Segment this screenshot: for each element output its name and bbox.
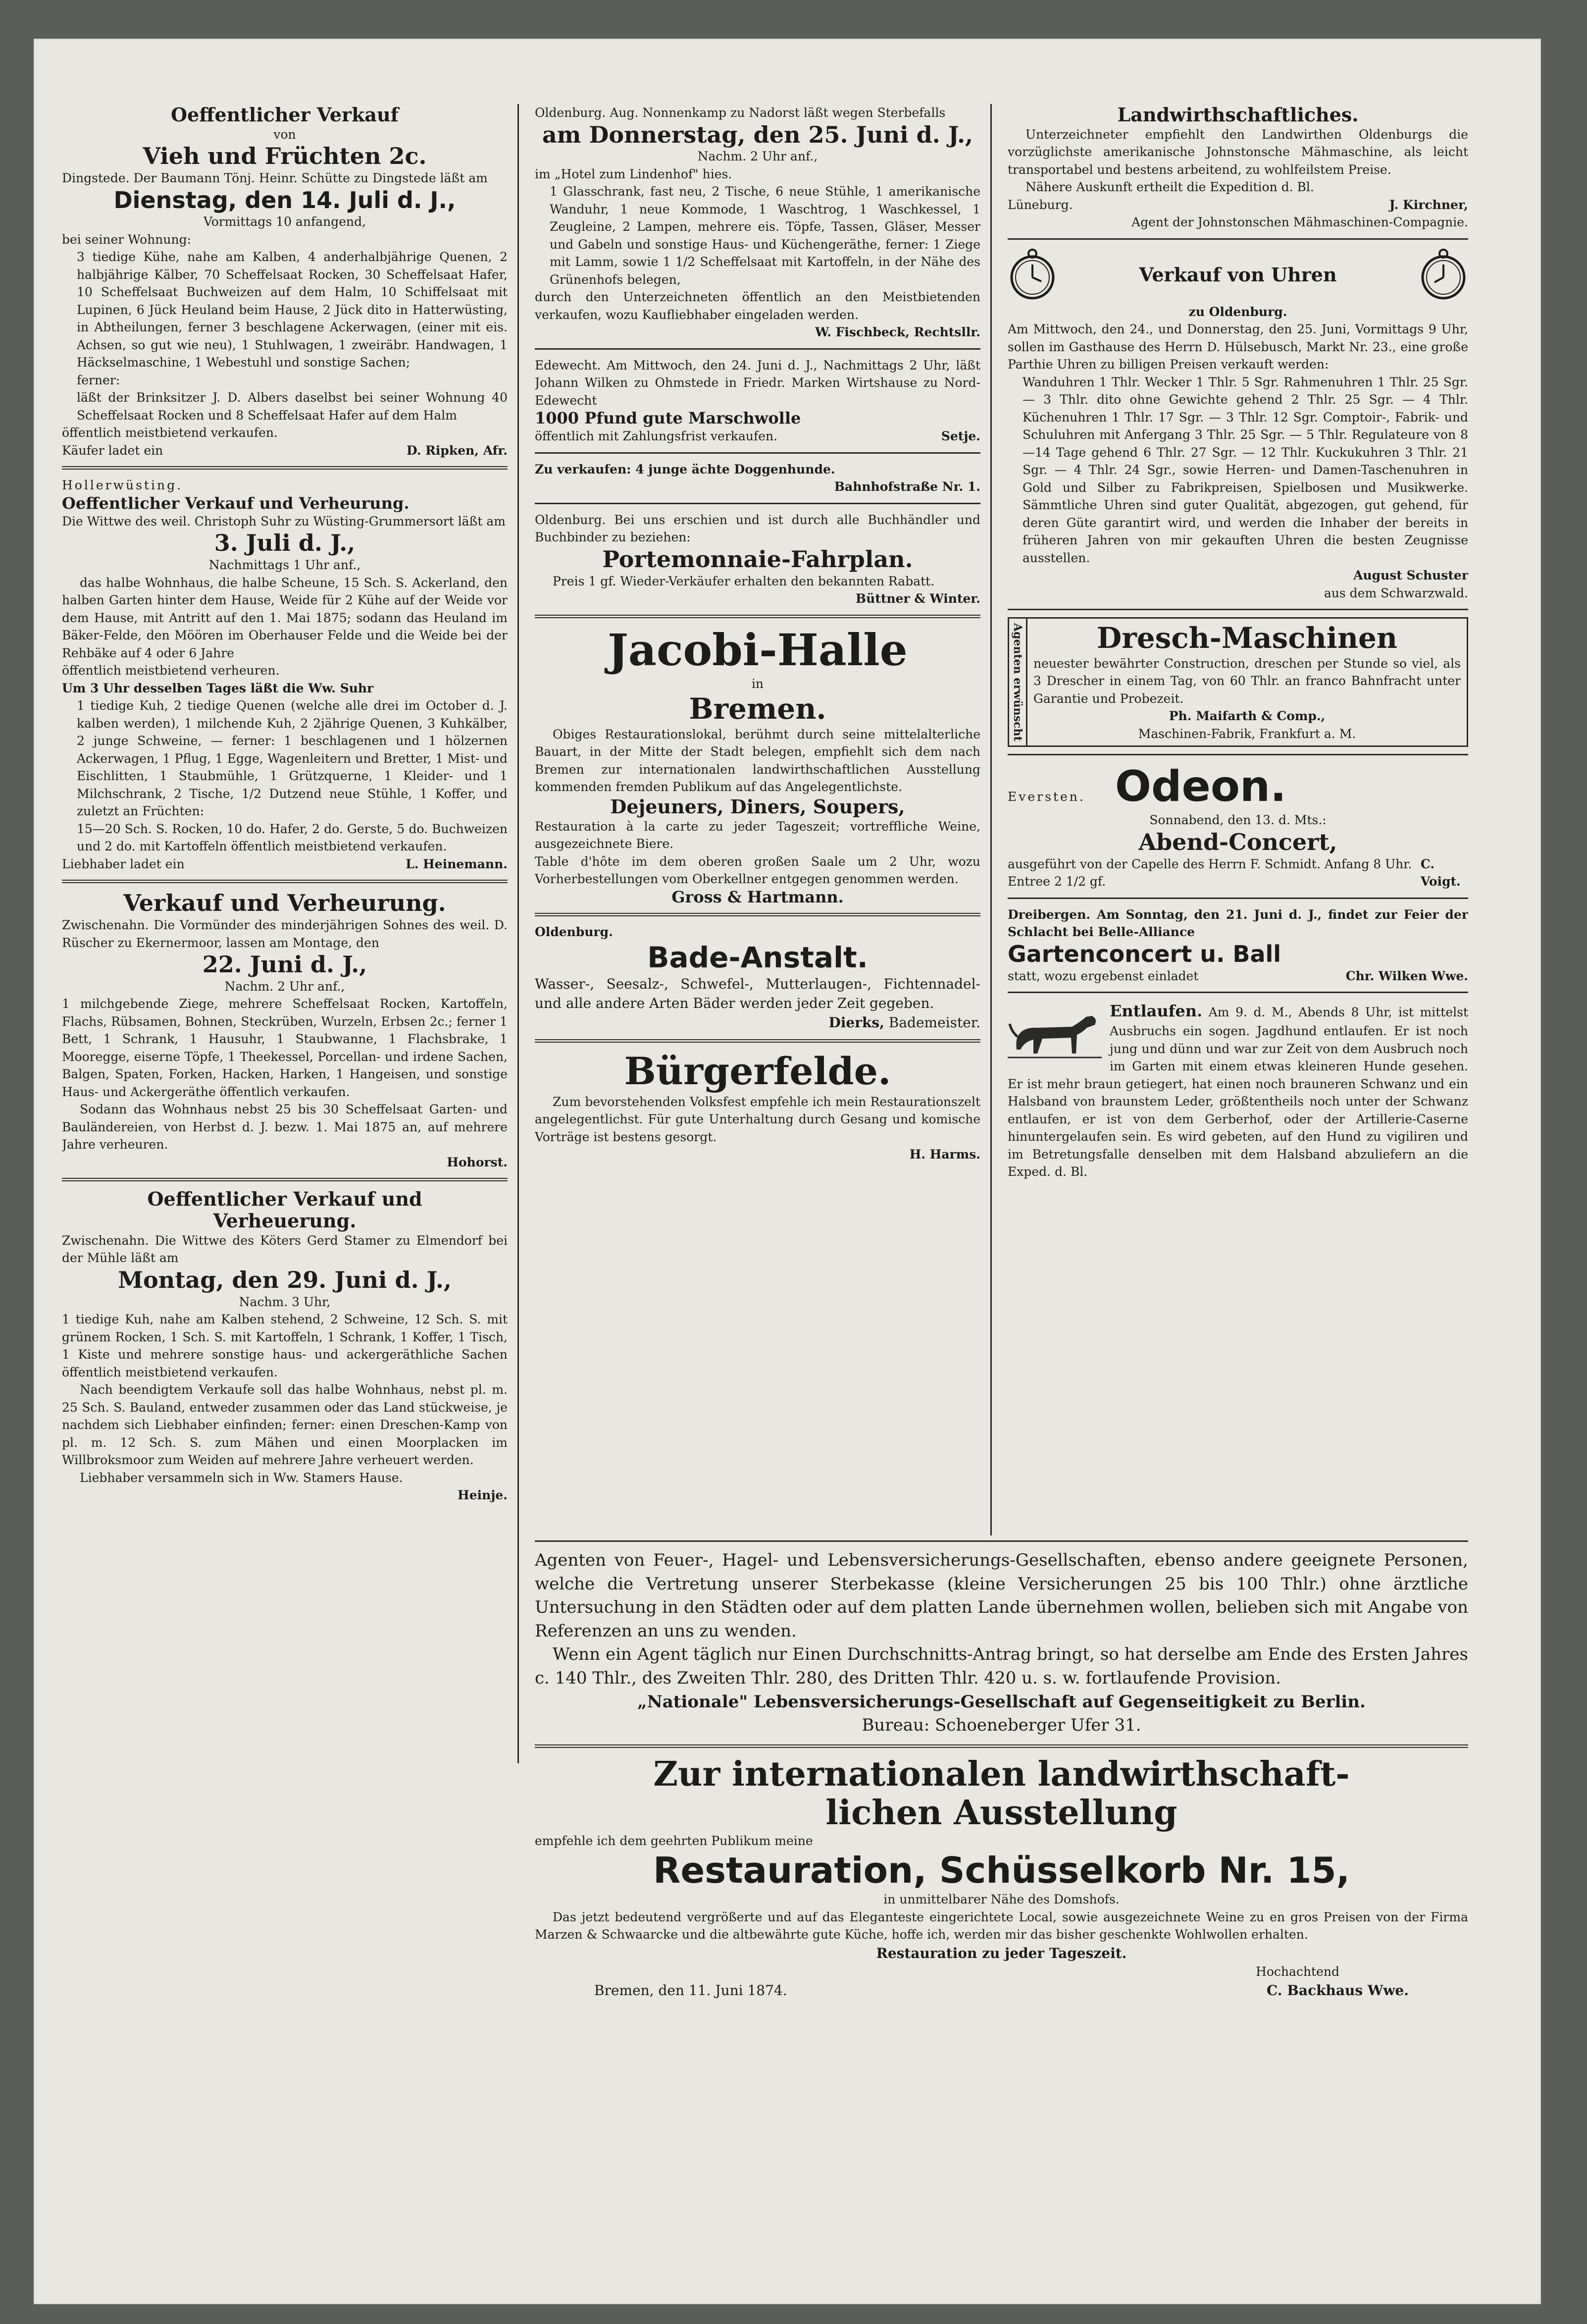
ad-buergerfelde (535, 1050, 980, 1163)
ad-odeon (1008, 762, 1468, 890)
ad-text: von (273, 127, 296, 142)
divider (1008, 754, 1468, 755)
ad-sign-name: Dierks, (828, 1014, 884, 1031)
ad-header (1008, 247, 1468, 303)
ad-title: Bürgerfelde. (624, 1049, 891, 1094)
ad-signature (535, 427, 980, 445)
ad-text: Bahnhofstraße Nr. 1. (834, 479, 980, 494)
ad-nonnenkamp (535, 104, 980, 341)
ad-text: 1 tiedige Kuh, nahe am Kalben stehend, 2 Schweine, 12 Sch. S. mit grünem Rocken, 1 Sch. S. mit Kartoffeln, 1 Schrank, 1 Koffer, 1 Tisch, 1 Kiste und mehrere sonstige haus- und ackergeräthliche Sachen öffentlich meistbietend verkaufen. (62, 1312, 508, 1379)
ad-sign-right: D. Ripken, Afr. (406, 443, 508, 458)
ad-signature: Heinje. (458, 1488, 508, 1503)
ad-text: Wanduhren 1 Thlr. Wecker 1 Thlr. 5 Sgr. Rahmenuhren 1 Thlr. 25 Sgr. — 3 Thlr. dito ohne Gewichte gehend 2 Thlr. 25 Sgr. — 4 Thlr. Küchenuhren 1 Thlr. 17 Sgr. — 3 Thlr. 12 Sgr. Comptoir-, Fabrik- und Schuluhren mit Anfergang 3 Thlr. 25 Sgr. — 5 Thlr. Regulateure von 8—14 Tage gehend 6 Thlr. 27 Sgr. — 12 Thlr. Kuckukuhren 3 Thlr. 21 Sgr. — 4 Thlr. 24 Sgr., sowie Herren- und Damen-Taschenuhren in Gold und Silber zu Fabrikpreisen, Spielbosen und Musikwerke. Sämmtliche Uhren sind guter Qualität, abgezogen, gut gehend, für deren Güte garantirt wird, und werden die Inhaber der bereits in früheren Jahren von mir gekauften Uhren die besten Zeugnisse ausstellen. (1023, 374, 1468, 565)
ad-subtitle: Dejeuners, Diners, Soupers, (610, 795, 905, 818)
ad-text: Zwischenahn. Die Wittwe des Köters Gerd Stamer zu Elmendorf bei der Mühle läßt am (62, 1233, 508, 1266)
ad-text: Nachmittags 1 Uhr anf., (208, 558, 361, 573)
ad-text: läßt der Brinksitzer J. D. Albers daselbst bei seiner Wohnung 40 Scheffelsaat Rocken und 8 Scheffelsaat Hafer auf dem Halm (77, 390, 508, 423)
ad-sign: C. Backhaus Wwe. (1266, 1982, 1409, 1999)
ad-date: Sonnabend, den 13. d. Mts.: (1149, 813, 1327, 828)
ad-title: Oeffentlicher Verkauf und (147, 1188, 422, 1211)
ad-body (1027, 619, 1467, 745)
ad-text: Nachm. 2 Uhr anf., (224, 979, 345, 994)
ad-title: Oeffentlicher Verkauf und Verheurung. (62, 493, 410, 513)
newspaper-page (35, 40, 1540, 2303)
ad-signature (535, 1013, 980, 1032)
ad-marschwolle (535, 357, 980, 445)
ad-text: Obiges Restaurationslokal, berühmt durch seine mittelalterliche Bauart, in der Mitte der Stadt belegen, empfiehlt sich dem nach Bremen zur internationalen landwirthschaftlichen Ausstellung kommenden fremden Publikum auf das Angelegentlichste. (535, 727, 980, 794)
ad-title: Zur internationalen landwirthschaft- (653, 1754, 1350, 1794)
column-rule-left-lower (517, 1535, 519, 1763)
ad-side-label: Agenten erwünscht (1009, 619, 1027, 745)
ad-text: Zum bevorstehenden Volksfest empfehle ich mein Restaurationszelt angelegentlichst. Für gute Unterhaltung durch Gesang und komische Vorträge ist bestens gesorgt. (535, 1094, 980, 1144)
ad-signature: H. Harms. (909, 1147, 980, 1162)
divider (535, 1744, 1468, 1748)
ad-text: Edewecht. Am Mittwoch, den 24. Juni d. J., Nachmittags 2 Uhr, läßt Johann Wilken zu Ohmstede in Friedr. Marken Wirtshause zu Nord-Edewecht (535, 358, 980, 408)
ad-text: 1 Glasschrank, fast neu, 2 Tische, 6 neue Stühle, 1 amerikanische Wanduhr, 1 neue Kommode, 1 Waschtrog, 1 Waschkessel, 1 Zeugleine, 2 Lampen, mehrere eis. Töpfe, Tassen, Gläser, Messer und Gabeln und sonstige Haus- und Küchengeräthe, ferner: 1 Ziege mit Lamm, sowie 1 1/2 Scheffelsaat mit Kartoffeln, in der Nähe des Grünenhofs belegen, (550, 184, 980, 287)
hunting-dog-icon (1008, 1002, 1102, 1061)
ad-title: lichen Ausstellung (825, 1793, 1177, 1833)
ad-text: Vormittags 10 anfangend, (203, 214, 366, 229)
ad-signature: Ph. Maifarth & Comp., (1169, 709, 1326, 724)
ad-text: 1 milchgebende Ziege, mehrere Scheffelsaat Rocken, Kartoffeln, Flachs, Rübsamen, Bohnen, Steckrüben, Wurzeln, Erbsen 2c.; ferner 1 Bett, 1 Schrank, 1 Hausuhr, 1 Staubwanne, 1 Flachsbrake, 1 Mooregge, eiserne Töpfe, 1 Theekessel, Porcellan- und irdene Sachen, Balgen, Spaten, Forken, Hacken, Harken, 1 Hangeisen, und sonstige Haus- und Ackergeräthe öffentlich verkaufen. (62, 997, 508, 1099)
pocket-watch-icon (1008, 247, 1057, 303)
ad-sign-role: Agent der Johnstonschen Mähmaschinen-Compagnie. (1131, 215, 1468, 230)
ad-uhren (1008, 247, 1468, 602)
ad-signature (1008, 855, 1468, 891)
ad-dresch-maschinen (1008, 617, 1468, 747)
ad-text: empfehle ich dem geehrten Publikum meine (535, 1834, 813, 1849)
ad-sign-left: Liebhaber ladet ein (62, 856, 185, 871)
ad-title: 1000 Pfund gute Marschwolle (535, 409, 801, 428)
ad-text: in unmittelbarer Nähe des Domshofs. (883, 1892, 1120, 1907)
ad-text: Unterzeichneter empfiehlt den Landwirthen Oldenburgs die vorzüglichste amerikanische Johnstonsche Mähmaschine, als leicht transportabel und bestens arbeitend, zu wohlfeilstem Preise. (1008, 127, 1468, 177)
ad-text: Zwischenahn. Die Vormünder des minderjährigen Sohnes des weil. D. Rüscher zu Ekernermoor, lassen am Montage, den (62, 918, 508, 950)
ad-text: ferner: (77, 372, 120, 387)
ad-signature: W. Fischbeck, Rechtsllr. (815, 325, 980, 340)
ad-title: Vieh und Früchten 2c. (143, 143, 427, 170)
ad-text: Sodann das Wohnhaus nebst 25 bis 30 Scheffelsaat Garten- und Bauländereien, von Herbst d. J. bezw. 1. Mai 1875 an, auf mehrere Jahre verheuren. (62, 1102, 508, 1152)
ad-text: öffentlich mit Zahlungsfrist verkaufen. (535, 429, 778, 444)
ad-title: Portemonnaie-Fahrplan. (602, 545, 913, 573)
ad-text: öffentlich meistbietend verheuren. (62, 663, 280, 678)
ad-text: Nach beendigtem Verkaufe soll das halbe Wohnhaus, nebst pl. m. 25 Sch. S. Bauland, entweder zusammen oder das Land stückweise, je nachdem sich Liebhaber einfinden; ferner: einen Dreschen-Kamp von pl. m. 12 Sch. S. zum Mähen und einen Moorplacken im Willbroksmoor zum Weiden auf mehrere Jahre verheuert werden. (62, 1382, 508, 1468)
ad-date: Dienstag, den 14. Juli d. J., (113, 186, 456, 213)
divider (62, 1178, 508, 1181)
ad-signature (1008, 967, 1468, 985)
ad-text: Dingstede. Der Baumann Tönj. Heinr. Schütte zu Dingstede läßt am (62, 171, 488, 186)
ad-signature (535, 1981, 1468, 2000)
ad-doggenhunde (535, 461, 980, 496)
divider (1008, 992, 1468, 993)
divider (535, 452, 980, 454)
ad-title: Dresch-Maschinen (1096, 621, 1398, 655)
divider (535, 913, 980, 916)
divider (1008, 609, 1468, 610)
column-2 (535, 104, 980, 1570)
ad-text: Wasser-, Seesalz-, Schwefel-, Mutterlaugen-, Fichtennadel- und alle andere Arten Bäder werden jeder Zeit gegeben. (535, 975, 980, 1011)
ad-text: ausgeführt von der Capelle des Herrn F. Schmidt. Anfang 8 Uhr. Entree 2 1/2 gf. (1008, 856, 1412, 889)
column-1 (62, 104, 508, 1763)
ad-fahrplan (535, 511, 980, 608)
ad-text: Liebhaber versammeln sich in Ww. Stamers Hause. (80, 1470, 403, 1485)
ad-place: Lüneburg. (1008, 197, 1073, 212)
ad-subtitle: zu Oldenburg. (1188, 304, 1287, 319)
ad-text: neuester bewährter Construction, dreschen per Stunde so viel, als 3 Drescher in einem Tag, von 60 Thlr. an franco Bahnfracht unter Garantie und Probezeit. (1033, 656, 1461, 706)
ad-text: bei seiner Wohnung: (62, 232, 192, 247)
ad-text: Table d'hôte im dem oberen großen Saale um 2 Uhr, wozu Vorherbestellungen vom Oberkellner entgegen genommen werden. (535, 854, 980, 887)
ad-nationale (535, 1549, 1468, 1738)
ad-text: Nähere Auskunft ertheilt die Expedition d. Bl. (1025, 180, 1314, 195)
divider (62, 880, 508, 883)
ad-text: in (751, 676, 764, 691)
ad-place: Hollerwüsting. (62, 478, 183, 493)
ad-text: 15—20 Sch. S. Rocken, 10 do. Hafer, 2 do. Gerste, 5 do. Buchweizen und 2 do. mit Kartoffeln öffentlich meistbietend verkaufen. (77, 821, 508, 854)
ad-signature: Büttner & Winter. (856, 591, 980, 606)
ad-signature: Maschinen-Fabrik, Frankfurt a. M. (1138, 726, 1356, 741)
ad-text: Restauration à la carte zu jeder Tageszeit; vortreffliche Weine, ausgezeichnete Biere. (535, 819, 980, 851)
ad-title: Zu verkaufen: 4 junge ächte Doggenhunde. (535, 462, 835, 476)
ad-signature (62, 442, 508, 460)
ad-subtitle: Abend-Concert, (1138, 828, 1337, 855)
ad-sign-name: J. Kirchner, (1389, 197, 1468, 212)
ad-sign-role: Bademeister. (888, 1014, 980, 1031)
ad-header (1008, 762, 1468, 811)
ad-text: Nachm. 3 Uhr, (239, 1294, 331, 1309)
ad-signature (1008, 196, 1468, 214)
ad-text: Wenn ein Agent täglich nur Einen Durchschnitts-Antrag bringt, so hat derselbe am Ende des Ersten Jahres c. 140 Thlr., des Zweiten Thlr. 280, des Dritten Thlr. 420 u. s. w. fortlaufende Provision. (535, 1644, 1468, 1688)
ad-sign-name: August Schuster (1353, 568, 1468, 583)
ad-sign-left: Käufer ladet ein (62, 443, 163, 458)
ad-text: 1 tiedige Kuh, 2 tiedige Quenen (welche alle drei im October d. J. kalben werden), 1 milchende Kuh, 2 2jährige Quenen, 3 Kuhkälber, 2 junge Schweine, — ferner: 1 beschlagenen und 1 hölzernen Ackerwagen, 1 Pflug, 1 Egge, Wagenleitern und Bretter, 1 Mist- und Eischlitten, 1 Staubmühle, 1 Grützquerne, 1 Kleider- und 1 Milchschrank, 2 Tische, 1/2 Dutzend neue Stühle, 1 Koffer, und zuletzt an Früchten: (77, 698, 508, 819)
ad-text: Hochachtend (1256, 1964, 1339, 1979)
ad-text: 3 tiedige Kühe, nahe am Kalben, 4 anderhalbjährige Quenen, 2 halbjährige Kälber, 70 Scheffelsaat Rocken, 30 Scheffelsaat Hafer, 10 Scheffelsaat Buchweizen auf dem Halm, 10 Schiffelsaat mit Lupinen, 6 Jück Heuland beim Hause, 2 Jück dito in Hatterwüsting, in Abtheilungen, ferner 3 beschlagene Ackerwagen, (einer mit eis. Achsen, so gut wie neu), 1 Stuhlwagen, 1 zweiräbr. Handwagen, 1 Häckselmaschine, 1 Webestuhl und sonstige Sachen; (77, 250, 508, 370)
ad-text: Bureau: Schoeneberger Ufer 31. (862, 1715, 1141, 1736)
ad-hollerwuesting (62, 476, 508, 873)
ad-dreibergen (1008, 906, 1468, 985)
ad-body: Am 9. d. M., Abends 8 Uhr, ist mittelst Ausbruchs ein sogen. Jagdhund entlaufen. Er ist noch jung und dünn und war zur Zeit von dem Ausbruch noch im Garten mit einem etwas kleineren Hunde gesehen. Er ist mehr braun getiegert, hat einen noch brauneren Schwanz und ein Halsband von braunstem Leder, größtentheils noch unter der Schwanz entlaufen, er ist von dem Gerberhof, oder der Artillerie-Caserne hinuntergelaufen sein. Es wird gebeten, auf den Hund zu vigiliren und im Betretungsfalle denselben mit dem Halsband abzuliefern an die Exped. d. Bl. (1008, 1005, 1468, 1179)
ad-text: Nachm. 2 Uhr anf., (697, 149, 818, 164)
ad-subtitle: Um 3 Uhr desselben Tages läßt die Ww. Suhr (62, 681, 374, 695)
ad-title: Bade-Anstalt. (647, 940, 868, 974)
ad-text: durch den Unterzeichneten öffentlich an den Meistbietenden verkaufen, wozu Kaufliebhaber eingeladen werden. (535, 290, 980, 322)
ad-sign: C. Voigt. (1420, 856, 1461, 889)
divider (62, 466, 508, 470)
ad-text: das halbe Wohnhaus, die halbe Scheune, 15 Sch. S. Ackerland, den halben Garten hinter dem Hause, Weide für 2 Kühe auf der Weide vor dem Hause, mit Antritt auf den 1. Mai 1875; sodann das Heuland im Bäker-Felde, den Möören im Oberhauser Felde und die Weide bei der Rehbäke auf 4 oder 6 Jahre (62, 575, 508, 660)
ad-signature (62, 855, 508, 873)
ad-text: Das jetzt bedeutend vergrößerte und auf das Eleganteste eingerichtete Local, sowie ausgezeichnete Weine zu en gros Preisen von der Firma Marzen & Schwaarcke und die altbewährte gute Küche, hoffe ich, werden mir das bisher geschenkte Wohlwollen erhalten. (535, 1909, 1468, 1942)
ad-text: statt, wozu ergebenst einladet (1008, 968, 1199, 983)
ad-title: Gartenconcert u. Ball (1008, 940, 1281, 967)
ad-text: Restauration zu jeder Tageszeit. (876, 1945, 1127, 1961)
ad-jacobi-halle (535, 625, 980, 906)
ad-signature: Hohorst. (447, 1155, 508, 1169)
ad-date: am Donnerstag, den 25. Juni d. J., (542, 121, 973, 148)
ad-date: 3. Juli d. J., (214, 529, 356, 557)
ad-text: Dreibergen. Am Sonntag, den 21. Juni d. J., findet zur Feier der Schlacht bei Belle-Alliance (1008, 907, 1468, 940)
ad-text: Oldenburg. Aug. Nonnenkamp zu Nadorst läßt wegen Sterbefalls (535, 106, 946, 120)
ad-sign: Setje. (941, 429, 980, 444)
ad-signature: Gross & Hartmann. (671, 887, 844, 906)
ad-title: Verheuerung. (213, 1210, 357, 1232)
ad-text: Die Wittwe des weil. Christoph Suhr zu Wüsting-Grummersort läßt am (62, 514, 506, 528)
ad-bade-anstalt (535, 923, 980, 1032)
divider (1008, 238, 1468, 240)
ad-title: Jacobi-Halle (608, 624, 908, 676)
divider (535, 615, 980, 618)
ad-subtitle: Restauration, Schüsselkorb Nr. 15, (653, 1849, 1350, 1891)
ad-date: 22. Juni d. J., (202, 951, 367, 978)
ad-text: „Nationale" Lebensversicherungs-Gesellschaft auf Gegenseitigkeit zu Berlin. (637, 1691, 1366, 1712)
ad-text: Oldenburg. Bei uns erschien und ist durch alle Buchhändler und Buchbinder zu beziehen: (535, 512, 980, 545)
ad-landwirthschaftliches (1008, 104, 1468, 231)
ad-schuesselkorb (535, 1755, 1468, 2000)
ad-text: Agenten von Feuer-, Hagel- und Lebensversicherungs-Gesellschaften, ebenso andere geeignete Personen, welche die Vertretung unserer Sterbekasse (kleine Versicherungen 25 bis 100 Thlr.) ohne ärztliche Untersuchung in den Städten oder auf dem platten Lande übernehmen wollen, belieben sich mit Angabe von Referenzen an uns zu wenden. (535, 1550, 1468, 1641)
ad-sign: Chr. Wilken Wwe. (1345, 968, 1468, 983)
column-rule-right (990, 104, 992, 1535)
ad-text: im „Hotel zum Lindenhof" hies. (535, 166, 732, 181)
ad-title: Entlaufen. (1110, 1002, 1203, 1021)
ad-sign-right: L. Heinemann. (406, 856, 508, 871)
ad-title: Landwirthschaftliches. (1117, 104, 1359, 126)
bottom-section (535, 1540, 1468, 2000)
ad-title: Verkauf von Uhren (1139, 263, 1337, 286)
divider (1008, 898, 1468, 899)
divider (535, 1540, 1468, 1542)
ad-entlaufen (1008, 1000, 1468, 1181)
ad-place: Oldenburg. (535, 925, 613, 940)
ad-text: Preis 1 gf. Wieder-Verkäufer erhalten den bekannten Rabatt. (553, 574, 935, 588)
ad-text: öffentlich meistbietend verkaufen. (62, 425, 278, 440)
ad-title: Odeon. (1115, 762, 1286, 812)
ad-title: Oeffentlicher Verkauf (170, 104, 399, 126)
pocket-watch-icon (1419, 247, 1468, 303)
ad-text: Am Mittwoch, den 24., und Donnerstag, den 25. Juni, Vormittags 9 Uhr, sollen im Gasthause des Herrn D. Hülsebusch, Markt Nr. 23., eine große Parthie Uhren zu billigen Preisen verkauft werden: (1008, 322, 1468, 372)
ad-place: Eversten. (1008, 790, 1085, 804)
ad-title: Bremen. (689, 692, 826, 726)
ad-vieh-verkauf (62, 104, 508, 459)
column-rule-left (517, 104, 519, 1535)
divider (535, 348, 980, 350)
ad-sign-place: aus dem Schwarzwald. (1324, 585, 1468, 600)
divider (535, 503, 980, 504)
ad-date: Bremen, den 11. Juni 1874. (594, 1982, 787, 1999)
ad-date: Montag, den 29. Juni d. J., (118, 1266, 452, 1293)
divider (535, 1039, 980, 1043)
ad-stamer (62, 1188, 508, 1504)
ad-title: Verkauf und Verheurung. (123, 890, 446, 917)
column-3 (1008, 104, 1468, 1570)
ad-verkauf-verheurung (62, 890, 508, 1171)
